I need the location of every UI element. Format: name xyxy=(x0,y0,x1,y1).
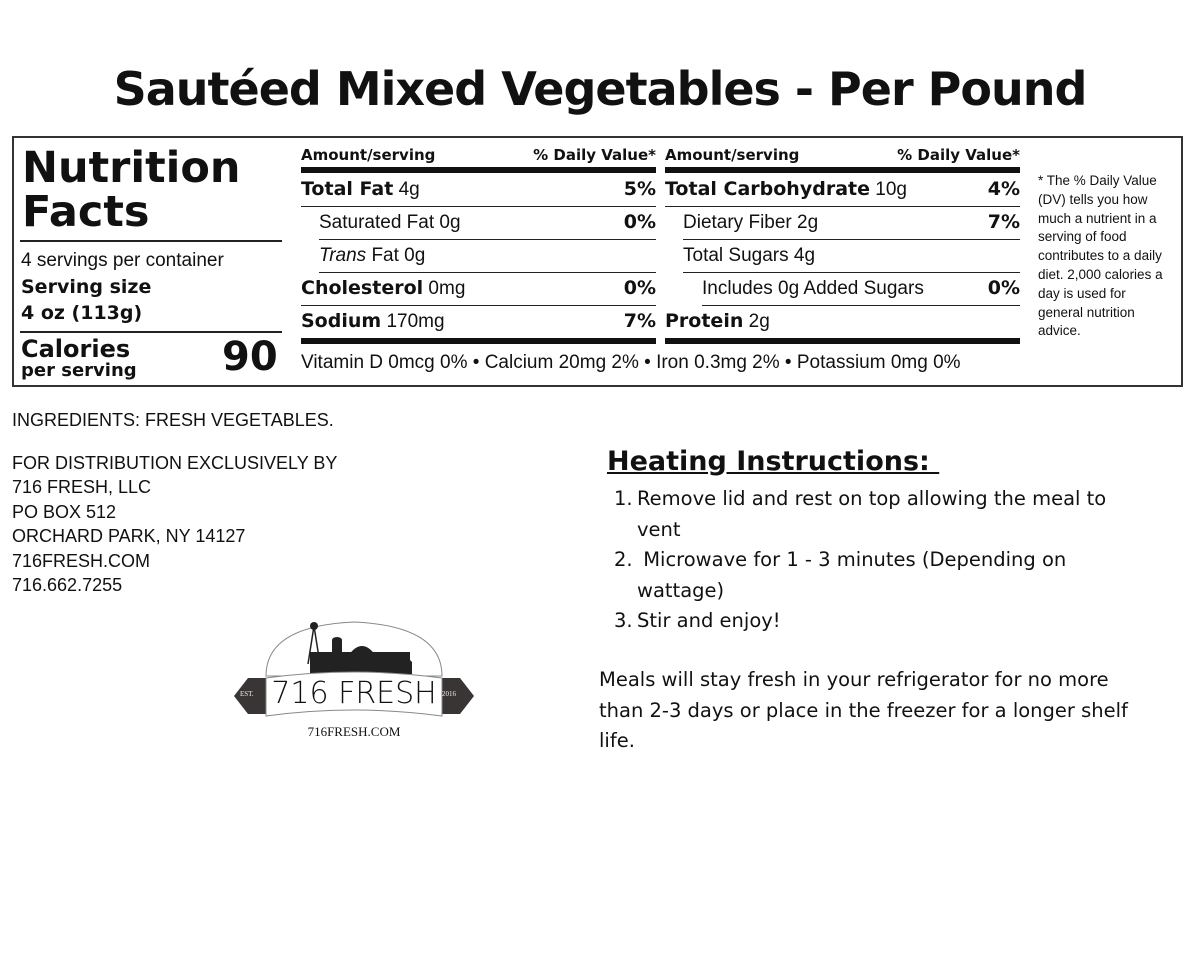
divider xyxy=(20,240,282,242)
nutrient-row-added-sugars: Includes 0g Added Sugars 0% xyxy=(702,272,1020,306)
nutrient-row-trans-fat: Trans Fat 0g xyxy=(319,239,656,273)
logo-url: 716FRESH.COM xyxy=(307,724,401,739)
serving-size-label: Serving size xyxy=(21,276,152,298)
calories-value: 90 xyxy=(222,334,278,380)
nutrient-row-dietary-fiber: Dietary Fiber 2g 7% xyxy=(683,206,1020,240)
calories-label: Calories xyxy=(21,335,131,363)
logo-wordmark: 716 FRESH xyxy=(271,676,437,711)
nutrient-row-protein: Protein 2g xyxy=(665,310,770,332)
nutrition-facts-heading: Nutrition Facts xyxy=(22,143,241,237)
distributor-info: FOR DISTRIBUTION EXCLUSIVELY BY 716 FRESH, LLC PO BOX 512 ORCHARD PARK, NY 14127 716FRESH.COM 716.662.7255 xyxy=(12,453,338,596)
product-title: Sautéed Mixed Vegetables - Per Pound xyxy=(113,62,1087,116)
nutrient-row-saturated-fat: Saturated Fat 0g 0% xyxy=(319,206,656,240)
storage-note: Meals will stay fresh in your refrigerator for no more than 2-3 days or place in the freezer for a longer shelf life. xyxy=(599,668,1128,752)
per-serving-label: per serving xyxy=(21,360,137,381)
servings-per-container: 4 servings per container xyxy=(21,250,224,271)
nutrient-row-total-carbohydrate: Total Carbohydrate 10g 4% xyxy=(665,173,1020,207)
divider xyxy=(20,331,282,333)
vitamins-minerals: Vitamin D 0mcg 0% • Calcium 20mg 2% • Iron 0.3mg 2% • Potassium 0mg 0% xyxy=(301,352,961,373)
nutrient-row-total-fat: Total Fat 4g 5% xyxy=(301,173,656,207)
nutrient-table-right: Amount/serving % Daily Value* Total Carbohydrate 10g 4% Dietary Fiber 2g 7% Total Sugars 4g Includes 0g Added Sugars 0% Protein 2g xyxy=(665,138,1020,348)
nutrient-table-left: Amount/serving % Daily Value* Total Fat 4g 5% Saturated Fat 0g 0% Trans Fat 0g Cholesterol 0mg 0% Sodium 170mg 7% xyxy=(301,138,656,348)
daily-value-footnote: * The % Daily Value (DV) tells you how much a nutrient in a serving of food contributes to a daily diet. 2,000 calories a day is used for general nutrition advice. xyxy=(1038,173,1163,339)
brand-logo: EST. 2016 716 FRESH 716FRESH.COM xyxy=(226,616,482,746)
heating-steps: 1. Remove lid and rest on top allowing the meal to vent 2. Microwave for 1 - 3 minutes (Depending on wattage) 3. Stir and enjoy! xyxy=(614,487,1107,632)
nutrient-row-sodium: Sodium 170mg 7% xyxy=(301,310,656,332)
serving-size-value: 4 oz (113g) xyxy=(21,302,143,324)
nutrient-row-total-sugars: Total Sugars 4g xyxy=(683,239,1020,273)
nutrient-row-cholesterol: Cholesterol 0mg 0% xyxy=(301,272,656,306)
heating-instructions-title: Heating Instructions: xyxy=(607,446,940,477)
nutrition-facts-label xyxy=(12,136,1183,387)
ingredients: INGREDIENTS: FRESH VEGETABLES. xyxy=(12,410,334,430)
